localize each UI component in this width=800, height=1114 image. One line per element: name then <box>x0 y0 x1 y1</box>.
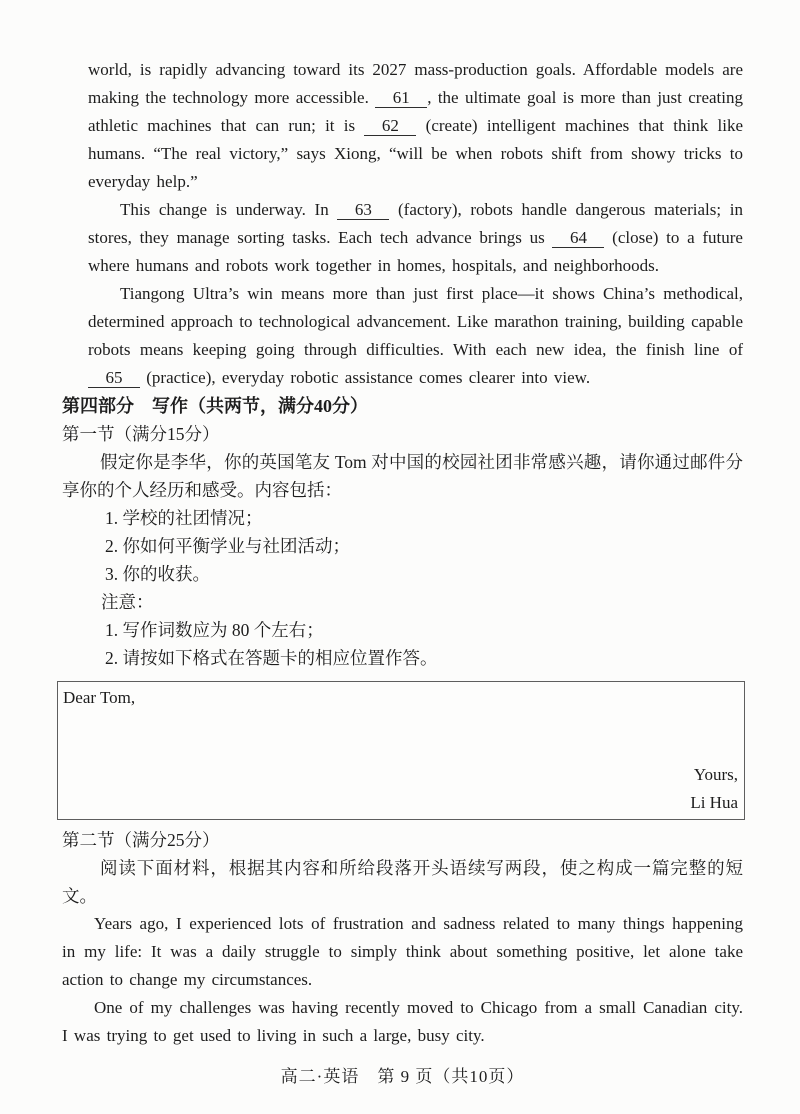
text-segment: world, is rapidly advancing toward its 2027 mass-production goals. Affordable models are making the technology more accessible. <box>88 60 743 107</box>
letter-ending <box>63 761 740 817</box>
task-points <box>62 504 743 588</box>
task-intro: 假定你是李华，你的英国笔友 Tom 对中国的校园社团非常感兴趣，请你通过邮件分享你的个人经历和感受。内容包括： <box>62 452 743 500</box>
cloze-paragraph-3 <box>88 280 743 392</box>
letter-closing: Yours, <box>693 765 738 784</box>
part4-heading: 第四部分 写作（共两节，满分40分） <box>62 396 368 416</box>
notice-label: 注意： <box>101 592 154 612</box>
blank-61: 61 <box>375 88 427 108</box>
text-segment: (close) to a future where humans and robots work together in homes, hospitals, and neighborhoods. <box>88 228 743 275</box>
list-item: 2. 请按如下格式在答题卡的相应位置作答。 <box>105 648 438 668</box>
list-item: 2. 你如何平衡学业与社团活动； <box>105 536 350 556</box>
text-segment: (create) intelligent machines that think like humans. “The real victory,” says Xiong, “will be when robots shift from showy tricks to everyday help.” <box>88 116 743 191</box>
cloze-paragraph-2 <box>88 196 743 280</box>
blank-64: 64 <box>552 228 604 248</box>
text-segment: (factory), robots handle dangerous materials; in stores, they manage sorting tasks. Each tech advance brings us <box>88 200 743 247</box>
list-item: 3. 你的收获。 <box>105 564 210 584</box>
story-paragraph-1: Years ago, I experienced lots of frustration and sadness related to many things happening in my life: It was a daily struggle to simply think about something positive, let alone take action to change my circumstances. <box>62 914 743 989</box>
blank-62: 62 <box>364 116 416 136</box>
blank-65: 65 <box>88 368 140 388</box>
section2-heading: 第二节（满分25分） <box>62 830 220 850</box>
page-footer: 高二·英语 第 9 页（共10页） <box>280 1067 525 1086</box>
letter-signature: Li Hua <box>690 793 738 812</box>
blank-63: 63 <box>337 200 389 220</box>
cloze-paragraph-1 <box>88 56 743 196</box>
section1-heading: 第一节（满分15分） <box>62 424 220 444</box>
story-paragraph-2: One of my challenges was having recently moved to Chicago from a small Canadian city. I was trying to get used to living in such a large, busy city. <box>62 998 743 1045</box>
letter-salutation: Dear Tom, <box>63 688 136 707</box>
text-segment: , the ultimate goal is more than just creating athletic machines that can run; it is <box>88 88 743 135</box>
notice-list <box>62 616 743 672</box>
text-segment: (practice), everyday robotic assistance comes clearer into view. <box>140 368 591 387</box>
list-item: 1. 写作词数应为 80 个左右； <box>105 620 324 640</box>
page-content <box>62 56 743 1091</box>
text-segment: This change is underway. In <box>120 200 338 219</box>
list-item: 1. 学校的社团情况； <box>105 508 263 528</box>
section2-intro: 阅读下面材料，根据其内容和所给段落开头语续写两段，使之构成一篇完整的短文。 <box>62 858 743 906</box>
text-segment: Tiangong Ultra’s win means more than just first place—it shows China’s methodical, determined approach to technological advancement. Like marathon training, building capable robots means keeping going through difficulties. With each new idea, the finish line of <box>88 284 743 359</box>
letter-answer-box <box>57 681 745 820</box>
cloze-passage <box>88 56 743 392</box>
